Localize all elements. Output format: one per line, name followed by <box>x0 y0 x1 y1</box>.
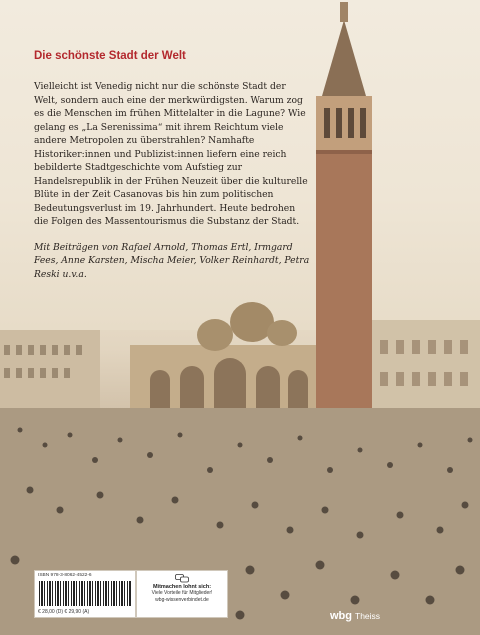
isbn-text: ISBN 978-3-8062-4522-6 <box>38 573 92 578</box>
promo-line-benefits: Viele Vorteile für Mitglieder! <box>151 590 213 596</box>
blurb-text: Vielleicht ist Venedig nicht nur die schönste Stadt der Welt, sondern auch eine der merkwürdigsten. Warum zog es die Menschen im frühen Mittelalter in die Lagune? Wie gelang es „La Serenissima“ mit ihrem Reichtum viele andere Metropolen zu überstrahlen? Namhafte Historiker:innen und Publizist:innen liefern eine reich bebilderte Stadtgeschichte vom Aufstieg zur Handelsrepublik in der Frühen Neuzeit über die kulturelle Blüte in der Zeit Casanovas bis hin zum politischen Bedeutungsverlust im 19. Jahrhundert. Heute bedrohen die Folgen des Massentourismus die Substanz der Stadt. <box>34 81 308 227</box>
promo-line-website: wbg-wissenverbindet.de <box>155 596 209 603</box>
barcode-icon <box>39 581 131 606</box>
publisher-logo <box>330 606 380 624</box>
back-cover-text <box>34 50 312 281</box>
logo-wbg-text: wbg <box>330 610 352 622</box>
promo-title: Mitmachen lohnt sich: <box>152 584 212 590</box>
contributors-text: Mit Beiträgen von Rafael Arnold, Thomas Ertl, Irmgard Fees, Anne Karsten, Mischa Meier, Volker Reinhardt, Petra Reski u.v.a. <box>34 241 310 280</box>
price-text: € 28,00 (D) € 29,90 (A) <box>38 609 90 615</box>
membership-promo <box>136 570 228 618</box>
barcode-label <box>34 570 136 618</box>
logo-theiss-text: Theiss <box>355 611 381 621</box>
cover-headline: Die schönste Stadt der Welt <box>34 50 186 62</box>
speech-bubbles-icon <box>175 574 189 583</box>
